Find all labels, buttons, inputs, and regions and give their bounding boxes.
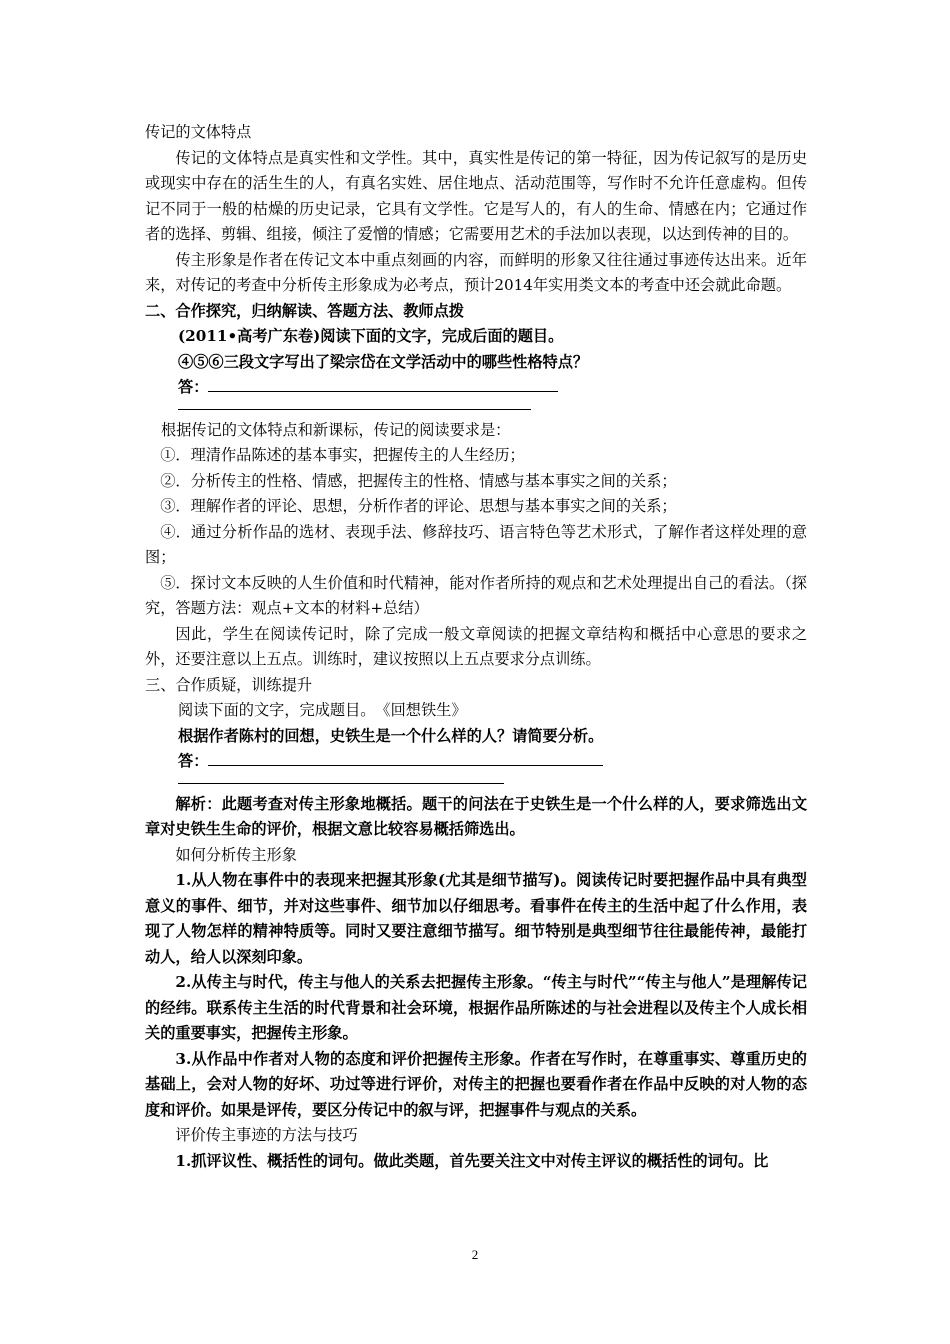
- section3-instruction: 阅读下面的文字，完成题目。 《回想铁生》: [178, 701, 467, 719]
- requirement-1: ①．理清作品陈述的基本事实，把握传主的人生经历；: [160, 446, 525, 464]
- requirement-3: ③．理解作者的评论、思想，分析作者的评论、思想与基本事实之间的关系；: [160, 497, 677, 515]
- method-3: 3.从作品中作者对人物的态度和评价把握传主形象。作者在写作时，在尊重事实、尊重历史的基础上，会对人物的好坏、功过等进行评价，对传主的把握也要看作者在作品中反映的对人物的态度和评价。如果是评传，要区分传记中的叙与评，把握事件与观点的关系。: [145, 1049, 807, 1119]
- section1-paragraph-2: 传主形象是作者在传记文本中重点刻画的内容，而鲜明的形象又往往通过事迹传达出来。近年来，对传记的考查中分析传主形象成为必考点，预计2014年实用类文本的考查中还会就此命题。: [145, 250, 807, 294]
- section2-source: (2011•高考广东卷)阅读下面的文字，完成后面的题目。: [178, 327, 564, 345]
- section2-answer-extra: [145, 409, 807, 410]
- requirement-2: ②．分析传主的性格、情感，把握传主的性格、情感与基本事实之间的关系；: [160, 471, 677, 490]
- section3-heading: 三、合作质疑，训练提升: [145, 675, 313, 694]
- section2-question: ④⑤⑥三段文字写出了梁宗岱在文学活动中的哪些性格特点？: [178, 352, 589, 371]
- answer-blank: [208, 377, 558, 392]
- answer-label: 答：: [178, 752, 209, 770]
- answer-label: 答：: [178, 378, 209, 396]
- section2-heading: 二、合作探究，归纳解读、答题方法、教师点拨: [145, 301, 464, 320]
- subheading-analyze-image: 如何分析传主形象: [175, 845, 297, 864]
- section1-paragraph-1: 传记的文体特点是真实性和文学性。其中，真实性是传记的第一特征，因为传记叙写的是历史或现实中存在的活生生的人，有真名实姓、居住地点、活动范围等，写作时不允许任意虚构。但传记不同于一般的枯燥的历史记录，它具有文学性。它是写人的，有人的生命、情感在内；它通过作者的选择、剪辑、组接，倾注了爱憎的情感；它需要用艺术的手法加以表现，以达到传神的目的。: [145, 148, 807, 243]
- answer-blank-second-line: [178, 783, 504, 784]
- requirement-4: ④．通过分析作品的选材、表现手法、修辞技巧、语言特色等艺术形式，了解作者这样处理的意图；: [145, 522, 807, 566]
- page-number: 2: [471, 1247, 479, 1262]
- method-2: 2.从传主与时代，传主与他人的关系去把握传主形象。“传主与时代”“传主与他人”是理解传记的经纬。联系传主生活的时代背景和社会环境，根据作品所陈述的与社会进程以及传主个人成长相关的重要事实，把握传主形象。: [145, 973, 807, 1042]
- method-1: 1.从人物在事件中的表现来把握其形象(尤其是细节描写)。阅读传记时要把握作品中具有典型意义的事件、细节，并对这些事件、细节加以仔细思考。看事件在传主的生活中起了什么作用，表现了人物怎样的精神特质等。同时又要注意细节描写。细节特别是典型细节往往最能传神，最能打动人，给人以深刻印象。: [145, 871, 807, 966]
- section3-answer-extra: [145, 783, 807, 784]
- section3-question: 根据作者陈村的回想，史铁生是一个什么样的人？请简要分析。: [178, 726, 604, 745]
- requirements-intro: 根据传记的文体特点和新课标，传记的阅读要求是：: [161, 420, 511, 439]
- answer-blank: [208, 751, 603, 766]
- section3-answer-line: [145, 749, 807, 775]
- section1-heading: 传记的文体特点: [145, 123, 252, 141]
- section2-answer-line: [145, 375, 807, 401]
- requirement-5: ⑤．探讨文本反映的人生价值和时代精神，能对作者所持的观点和艺术处理提出自己的看法。（探究，答题方法：观点+文本的材料+总结）: [145, 573, 807, 617]
- page-content: [145, 120, 807, 1174]
- subheading-evaluate-deeds: 评价传主事迹的方法与技巧: [175, 1126, 358, 1144]
- answer-blank-second-line: [178, 409, 531, 410]
- tip-1: 1.抓评议性、概括性的词句。做此类题，首先要关注文中对传主评议的概括性的词句。比: [175, 1151, 769, 1170]
- analysis-paragraph: 解析：此题考查对传主形象地概括。题干的问法在于史铁生是一个什么样的人，要求筛选出文章对史铁生生命的评价，根据文意比较容易概括筛选出。: [145, 794, 807, 838]
- requirements-conclusion: 因此，学生在阅读传记时，除了完成一般文章阅读的把握文章结构和概括中心意思的要求之外，还要注意以上五点。训练时，建议按照以上五点要求分点训练。: [145, 624, 807, 668]
